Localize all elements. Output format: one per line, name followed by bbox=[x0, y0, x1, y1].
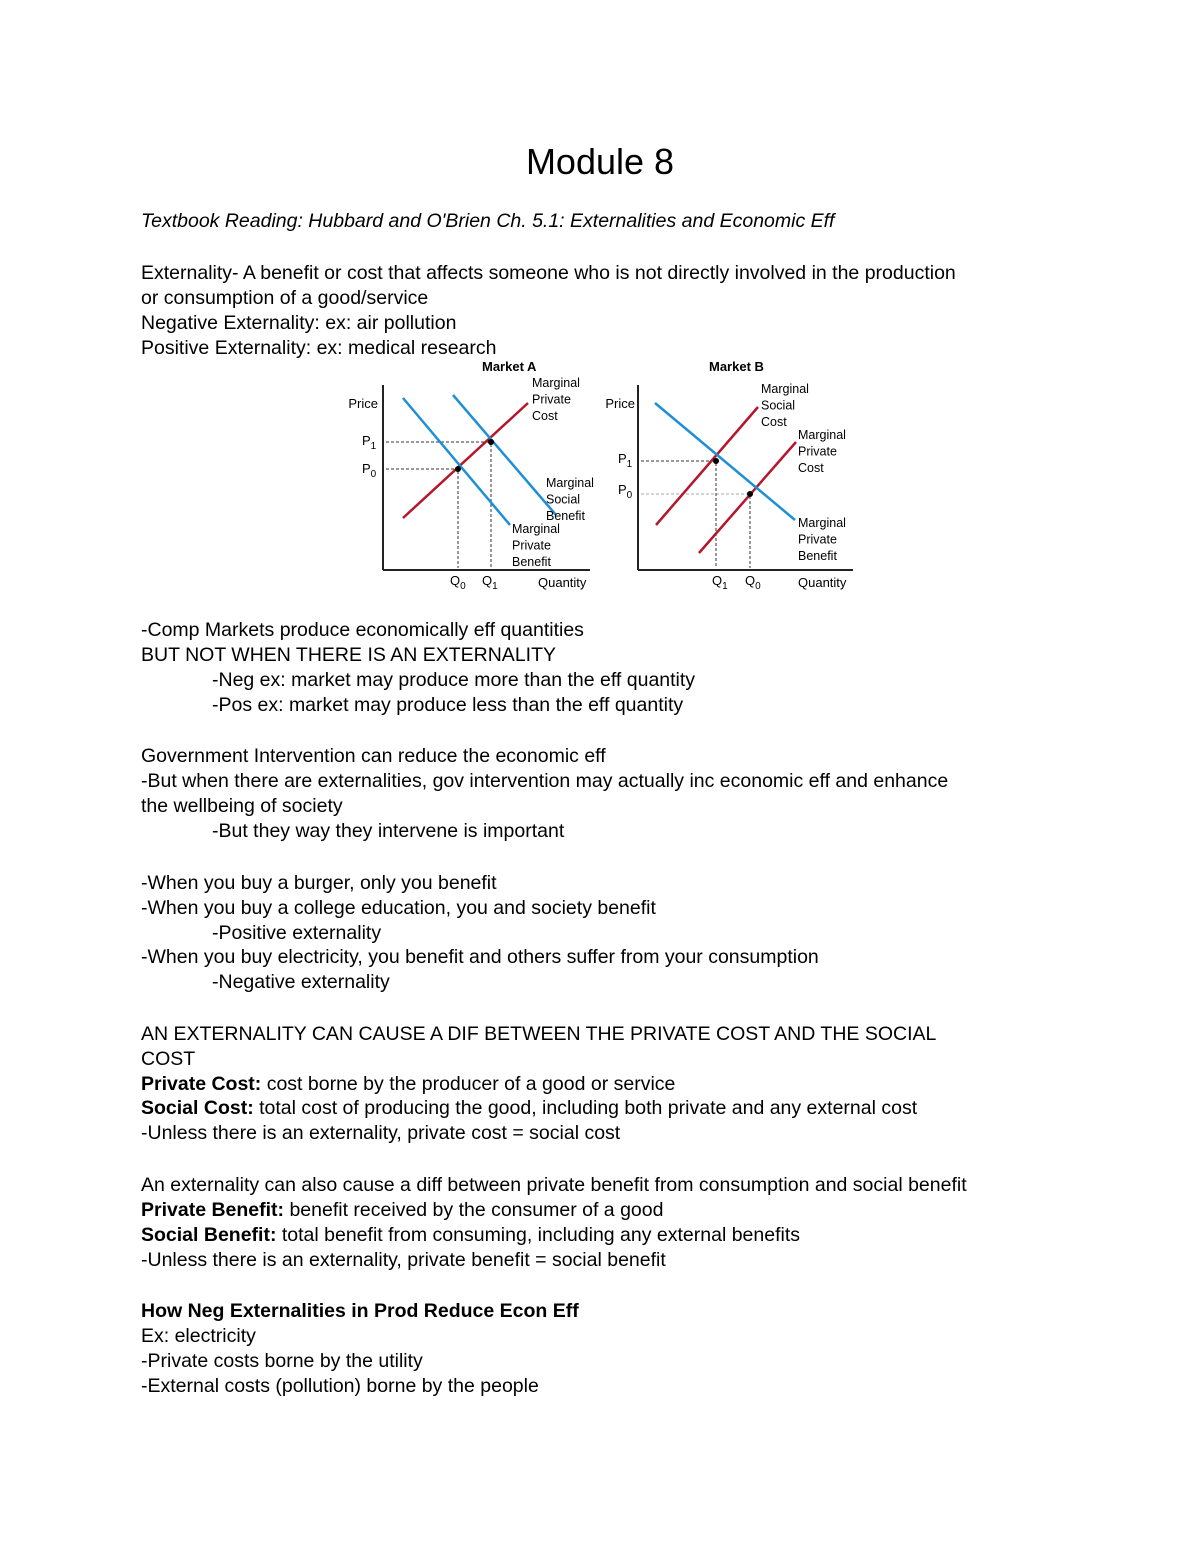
market-a-mpb-curve bbox=[403, 398, 510, 525]
market-b-mpc-label: Marginal Private Cost bbox=[798, 428, 846, 475]
how-neg-heading: How Neg Externalities in Prod Reduce Econ Eff bbox=[141, 1300, 579, 1322]
market-b-equilibrium-q1 bbox=[713, 458, 719, 464]
social-cost-definition: total cost of producing the good, including both private and any external cost bbox=[253, 1097, 918, 1119]
market-a-equilibrium-q0 bbox=[455, 466, 461, 472]
private-cost-term: Private Cost: bbox=[141, 1073, 262, 1095]
private-costs-line: -Private costs borne by the utility bbox=[141, 1350, 423, 1372]
market-b-msc-curve bbox=[656, 407, 758, 525]
burger-line: -When you buy a burger, only you benefit bbox=[141, 872, 497, 894]
reading-line: Textbook Reading: Hubbard and O'Brien Ch. 5.1: Externalities and Economic Eff bbox=[141, 210, 835, 232]
market-b-equilibrium-q0 bbox=[747, 491, 753, 497]
externality-diagrams bbox=[310, 355, 870, 600]
negative-externality-example: Negative Externality: ex: air pollution bbox=[141, 312, 457, 334]
pos-ex-line: -Pos ex: market may produce less than the eff quantity bbox=[212, 694, 684, 716]
market-b-y-label: Price bbox=[605, 396, 635, 411]
caps-heading: AN EXTERNALITY CAN CAUSE A DIF BETWEEN THE PRIVATE COST AND THE SOCIAL bbox=[141, 1023, 937, 1045]
market-a-x-label: Quantity bbox=[538, 575, 587, 590]
externality-definition-cont: or consumption of a good/service bbox=[141, 287, 429, 309]
social-benefit-definition: total benefit from consuming, including any external benefits bbox=[276, 1224, 801, 1246]
private-benefit-line bbox=[141, 1198, 663, 1223]
unless-benefit-line: -Unless there is an externality, private benefit = social benefit bbox=[141, 1249, 666, 1271]
market-b-tick-p0: $P_0$ bbox=[618, 482, 633, 501]
gov-but-line-cont: the wellbeing of society bbox=[141, 795, 343, 817]
gov-but-line: -But when there are externalities, gov intervention may actually inc economic eff and enhance bbox=[141, 770, 949, 792]
positive-externality-line: -Positive externality bbox=[212, 922, 382, 944]
external-costs-line: -External costs (pollution) borne by the people bbox=[141, 1375, 539, 1397]
social-benefit-line bbox=[141, 1223, 800, 1248]
market-a-mpb-label: Marginal Private Benefit bbox=[512, 522, 560, 569]
social-cost-term: Social Cost: bbox=[141, 1097, 254, 1119]
intervene-line: -But they way they intervene is important bbox=[212, 820, 565, 842]
social-cost-line bbox=[141, 1096, 917, 1121]
positive-externality-example: Positive Externality: ex: medical research bbox=[141, 337, 497, 359]
externality-definition: Externality- A benefit or cost that affects someone who is not directly involved in the production bbox=[141, 262, 956, 284]
private-benefit-term: Private Benefit: bbox=[141, 1199, 285, 1221]
also-diff-line: An externality can also cause a diff between private benefit from consumption and social benefit bbox=[141, 1174, 967, 1196]
market-a-tick-p1: $P_1$ bbox=[362, 433, 377, 452]
private-benefit-definition: benefit received by the consumer of a good bbox=[284, 1199, 664, 1221]
electricity-line: -When you buy electricity, you benefit and others suffer from your consumption bbox=[141, 946, 819, 968]
market-a-msb-label: Marginal Social Benefit bbox=[546, 476, 594, 523]
market-b-tick-q0: $Q_0$ bbox=[745, 573, 761, 592]
market-b-tick-p1: $P_1$ bbox=[618, 451, 633, 470]
section-heading bbox=[141, 1299, 579, 1324]
college-line: -When you buy a college education, you and society benefit bbox=[141, 897, 656, 919]
market-b-tick-q1: $Q_1$ bbox=[712, 573, 728, 592]
market-a-title: Market A bbox=[482, 359, 537, 374]
market-b-chart bbox=[605, 359, 853, 592]
ex-electricity-line: Ex: electricity bbox=[141, 1325, 256, 1347]
market-b-title: Market B bbox=[709, 359, 764, 374]
comp-markets-line: -Comp Markets produce economically eff quantities bbox=[141, 619, 584, 641]
market-a-tick-p0: $P_0$ bbox=[362, 461, 377, 480]
market-a-tick-q0: $Q_0$ bbox=[450, 573, 466, 592]
market-a-tick-q1: $Q_1$ bbox=[482, 573, 498, 592]
private-cost-line bbox=[141, 1072, 675, 1097]
private-cost-definition: cost borne by the producer of a good or service bbox=[261, 1073, 676, 1095]
gov-reduce-line: Government Intervention can reduce the economic eff bbox=[141, 745, 606, 767]
market-a-equilibrium-q1 bbox=[488, 439, 494, 445]
but-not-line: BUT NOT WHEN THERE IS AN EXTERNALITY bbox=[141, 644, 556, 666]
market-a-mpc-label: Marginal Private Cost bbox=[532, 376, 580, 423]
neg-ex-line: -Neg ex: market may produce more than the eff quantity bbox=[212, 669, 696, 691]
market-b-x-label: Quantity bbox=[798, 575, 847, 590]
market-b-mpb-label: Marginal Private Benefit bbox=[798, 516, 846, 563]
page-title: Module 8 bbox=[525, 141, 675, 182]
unless-cost-line: -Unless there is an externality, private cost = social cost bbox=[141, 1122, 621, 1144]
market-a-chart bbox=[348, 359, 594, 592]
negative-externality-line: -Negative externality bbox=[212, 971, 390, 993]
market-b-msc-label: Marginal Social Cost bbox=[761, 382, 809, 429]
market-a-y-label: Price bbox=[348, 396, 378, 411]
caps-heading-cont: COST bbox=[141, 1048, 196, 1070]
social-benefit-term: Social Benefit: bbox=[141, 1224, 277, 1246]
